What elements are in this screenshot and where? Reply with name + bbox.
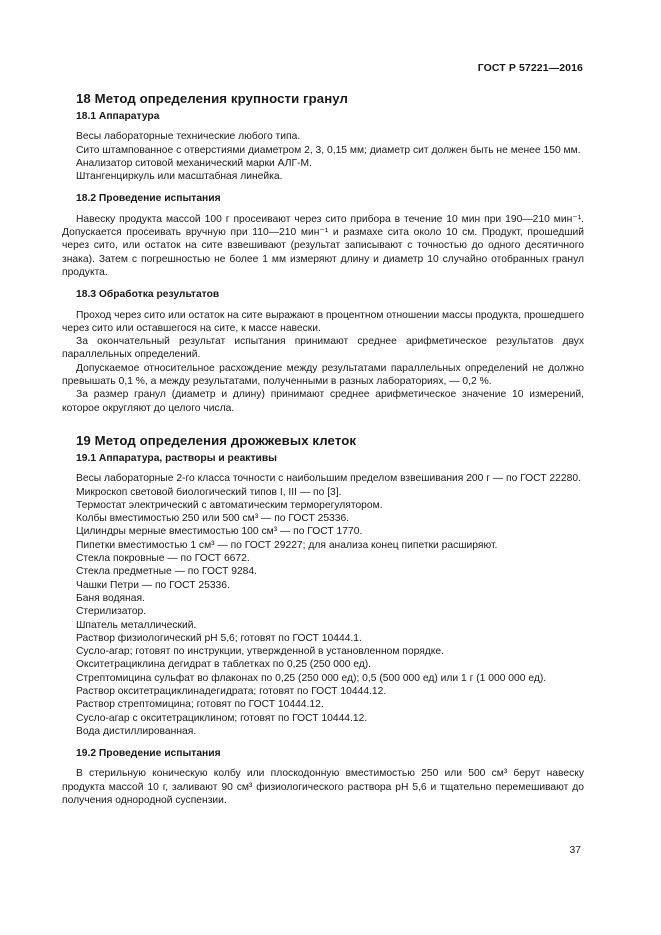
results-paragraph: За размер гранул (диаметр и длину) принимают среднее арифметическое значение 10 измерений, которое округляют до целого числа. [62,389,584,414]
test-procedure-paragraph: В стерильную коническую колбу или плоскодонную вместимостью 250 или 500 см³ берут навеску продукта массой 10 г, заливают 90 см³ физиологического раствора рН 5,6 и тщательно перемешивают до получения однородной суспензии. [62,768,584,807]
equipment-line: Шпатель металлический. [76,619,197,631]
equipment-line: Анализатор ситовой механический марки АЛГ-М. [76,157,312,169]
equipment-line: Весы лабораторные 2-го класса точности с наибольшим пределом взвешивания 200 г — по ГОСТ 22280. [76,473,581,485]
section-18-title: 18 Метод определения крупности гранул [76,91,349,106]
results-paragraph: Проход через сито или остаток на сите выражают в процентном отношении массы продукта, прошедшего через сито или оставшегося на сите, к массе навески. [62,309,584,334]
equipment-line: Колбы вместимостью 250 или 500 см³ — по ГОСТ 25336. [76,513,350,525]
equipment-line: Цилиндры мерные вместимостью 100 см³ — по ГОСТ 1770. [76,526,363,538]
equipment-line: Стекла покровные — по ГОСТ 6672. [76,553,250,565]
section-18-3-title: 18.3 Обработка результатов [76,289,220,301]
results-paragraph: Допускаемое относительное расхождение между результатами параллельных определений не должно превышать 0,1 %, а между результатами, полученными в разных лабораториях, — 0,2 %. [62,362,584,388]
equipment-line: Окситетрациклина дегидрат в таблетках по 0,25 (250 000 ед). [76,659,372,671]
equipment-line: Стрептомицина сульфат во флаконах по 0,25 (250 000 ед); 0,5 (500 000 ед) или 1 г (1 000 000 ед). [76,672,547,684]
test-procedure-paragraph: Навеску продукта массой 100 г просеивают через сито прибора в течение 10 мин при 190—210 мин⁻¹. Допускается просеивать вручную при 110—210 мин⁻¹ и размахе сита около 10 см. Продукт, прошедший через сито, или остаток на сите взвешивают (результат записывают с точностью до одного десятичного знака). Затем с погрешностью не более 1 мм измеряют длину и диаметр 10 случайно отобранных гранул продукта. [62,213,584,278]
equipment-line: Сусло-агар; готовят по инструкции, утвержденной в установленном порядке. [76,646,445,658]
section-18-1-title: 18.1 Аппаратура [76,111,160,122]
section-19-1-title: 19.1 Аппаратура, растворы и реактивы [76,452,277,464]
equipment-line: Микроскоп световой биологический типов I, III — по [3]. [76,486,342,498]
equipment-line: Стекла предметные — по ГОСТ 9284. [76,566,257,578]
equipment-line: Стерилизатор. [76,606,147,618]
page-number: 37 [569,845,581,856]
equipment-line: Баня водяная. [76,592,145,604]
equipment-line: Раствор окситетрациклинадегидрата; готовят по ГОСТ 10444.12. [76,685,387,697]
equipment-line: Сусло-агар с окситетрациклином; готовят по ГОСТ 10444.12. [76,712,368,724]
equipment-line: Термостат электрический с автоматическим терморегулятором. [76,499,383,511]
equipment-line: Сито штампованное с отверстиями диаметром 2, 3, 0,15 мм; диаметр сит должен быть не менее 150 мм. [76,144,581,156]
page-content [62,91,584,807]
equipment-line: Пипетки вместимостью 1 см³ — по ГОСТ 29227; для анализа конец пипетки расширяют. [76,539,498,551]
section-19-title: 19 Метод определения дрожжевых клеток [76,432,357,448]
results-paragraph: За окончательный результат испытания принимают среднее арифметическое результатов двух параллельных определений. [62,336,584,361]
equipment-line: Весы лабораторные технические любого типа. [76,131,301,143]
section-19-2-title: 19.2 Проведение испытания [76,748,221,760]
section-18-2-title: 18.2 Проведение испытания [76,193,221,205]
equipment-line: Вода дистиллированная. [76,725,197,737]
equipment-line: Штангенциркуль или масштабная линейка. [76,171,283,183]
equipment-line: Раствор физиологический рН 5,6; готовят по ГОСТ 10444.1. [76,632,362,644]
standard-code: ГОСТ Р 57221—2016 [477,62,583,74]
equipment-line: Чашки Петри — по ГОСТ 25336. [76,579,230,591]
equipment-line: Раствор стрептомицина; готовят по ГОСТ 10444.12. [76,699,324,711]
